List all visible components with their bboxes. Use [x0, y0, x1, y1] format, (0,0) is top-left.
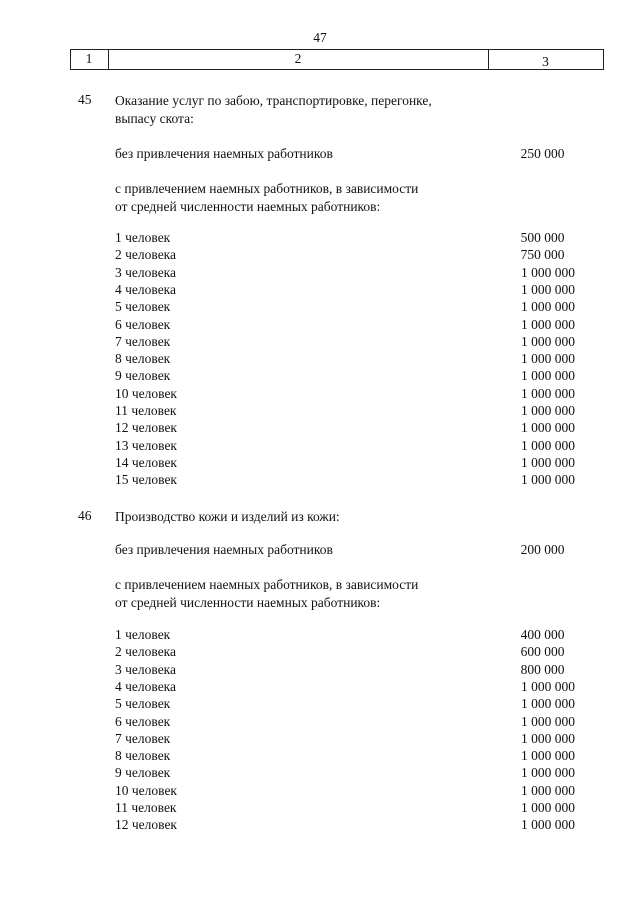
row-value: 1 000 000	[521, 748, 575, 764]
column-header-1: 1	[85, 51, 93, 66]
table-row	[0, 229, 640, 246]
row-value: 1 000 000	[521, 817, 575, 833]
row-label: 1 человек	[115, 627, 171, 642]
row-label: 2 человека	[115, 644, 177, 660]
no-workers-row	[0, 145, 640, 162]
table-row	[0, 246, 640, 263]
row-label: 15 человек	[115, 472, 177, 488]
row-value: 1 000 000	[521, 800, 575, 815]
table-row	[0, 695, 640, 712]
row-label: 5 человек	[115, 696, 171, 712]
row-value: 400 000	[520, 627, 565, 642]
table-row	[0, 350, 640, 367]
table-row	[0, 333, 640, 350]
row-label: 7 человек	[115, 730, 171, 746]
row-value: 1 000 000	[521, 782, 575, 798]
row-value: 1 000 000	[521, 299, 575, 315]
row-value: 1 000 000	[521, 368, 575, 384]
table-row	[0, 316, 640, 333]
row-value: 1 000 000	[521, 264, 575, 280]
row-label: 1 человек	[115, 230, 171, 245]
row-label: 10 человек	[115, 782, 177, 798]
row-value: 1 000 000	[521, 351, 575, 367]
column-header-2: 2	[294, 51, 302, 66]
table-row	[0, 402, 640, 419]
table-row	[0, 816, 640, 833]
table-row	[0, 385, 640, 402]
row-label: 9 человек	[115, 368, 171, 384]
section-title-line: Оказание услуг по забою, транспортировке, перегонке,	[115, 93, 432, 108]
row-value: 1 000 000	[521, 385, 575, 401]
table-row	[0, 678, 640, 695]
row-value: 1 000 000	[521, 730, 575, 746]
row-value: 1 000 000	[521, 420, 575, 436]
column-header	[70, 49, 604, 71]
header-divider	[603, 49, 604, 70]
section-number: 46	[78, 508, 92, 523]
no-workers-label: без привлечения наемных работников	[115, 542, 333, 557]
row-label: 4 человека	[115, 281, 177, 297]
table-row	[0, 471, 640, 488]
section-title-line: выпасу скота:	[115, 111, 194, 126]
row-label: 10 человек	[115, 385, 177, 401]
with-workers-line: от средней численности наемных работников:	[115, 199, 381, 214]
table-row	[0, 799, 640, 816]
with-workers-note	[115, 576, 418, 612]
table-row	[0, 713, 640, 730]
row-label: 9 человек	[115, 765, 171, 781]
row-value: 600 000	[520, 644, 565, 660]
row-label: 11 человек	[115, 403, 177, 418]
header-top-rule	[70, 49, 604, 50]
column-header-3: 3	[542, 54, 549, 69]
with-workers-line: от средней численности наемных работников:	[115, 595, 381, 610]
row-value: 1 000 000	[521, 333, 575, 349]
row-value: 800 000	[520, 661, 565, 677]
table-row	[0, 730, 640, 747]
no-workers-row	[0, 541, 640, 558]
with-workers-line: с привлечением наемных работников, в зависимости	[115, 577, 419, 592]
row-value: 1 000 000	[521, 316, 575, 332]
row-label: 4 человека	[115, 678, 177, 694]
section-title	[115, 508, 495, 526]
row-label: 12 человек	[115, 817, 177, 833]
table-row	[0, 298, 640, 315]
row-label: 6 человек	[115, 713, 171, 729]
row-value: 1 000 000	[521, 696, 575, 712]
row-value: 750 000	[520, 247, 565, 263]
row-label: 5 человек	[115, 299, 171, 315]
row-label: 12 человек	[115, 420, 177, 436]
row-value: 1 000 000	[521, 281, 575, 297]
row-label: 11 человек	[115, 800, 177, 815]
section-title-line: Производство кожи и изделий из кожи:	[115, 509, 340, 524]
table-row	[0, 264, 640, 281]
row-value: 1 000 000	[521, 454, 575, 470]
table-row	[0, 367, 640, 384]
row-value: 1 000 000	[521, 678, 575, 694]
row-label: 7 человек	[115, 333, 171, 349]
table-row	[0, 764, 640, 781]
table-row	[0, 419, 640, 436]
table-row	[0, 747, 640, 764]
row-value: 1 000 000	[521, 713, 575, 729]
no-workers-label: без привлечения наемных работников	[115, 146, 333, 161]
no-workers-value: 200 000	[520, 542, 565, 557]
row-value: 1 000 000	[521, 472, 575, 488]
row-value: 1 000 000	[521, 765, 575, 781]
row-label: 6 человек	[115, 316, 171, 332]
row-value: 1 000 000	[521, 437, 575, 453]
row-value: 1 000 000	[521, 403, 575, 418]
row-label: 3 человека	[115, 661, 177, 677]
row-label: 8 человек	[115, 748, 171, 764]
row-label: 14 человек	[115, 454, 177, 470]
with-workers-note	[115, 180, 418, 216]
no-workers-value: 250 000	[520, 146, 565, 161]
row-label: 2 человека	[115, 247, 177, 263]
row-label: 13 человек	[115, 437, 177, 453]
row-label: 8 человек	[115, 351, 171, 367]
section-title	[115, 92, 495, 128]
table-row	[0, 437, 640, 454]
table-row	[0, 661, 640, 678]
table-row	[0, 626, 640, 643]
table-row	[0, 454, 640, 471]
row-label: 3 человека	[115, 264, 177, 280]
table-row	[0, 643, 640, 660]
page-number: 47	[313, 30, 327, 45]
row-value: 500 000	[520, 230, 565, 245]
section-number: 45	[78, 92, 92, 107]
table-row	[0, 281, 640, 298]
table-row	[0, 782, 640, 799]
with-workers-line: с привлечением наемных работников, в зависимости	[115, 181, 419, 196]
